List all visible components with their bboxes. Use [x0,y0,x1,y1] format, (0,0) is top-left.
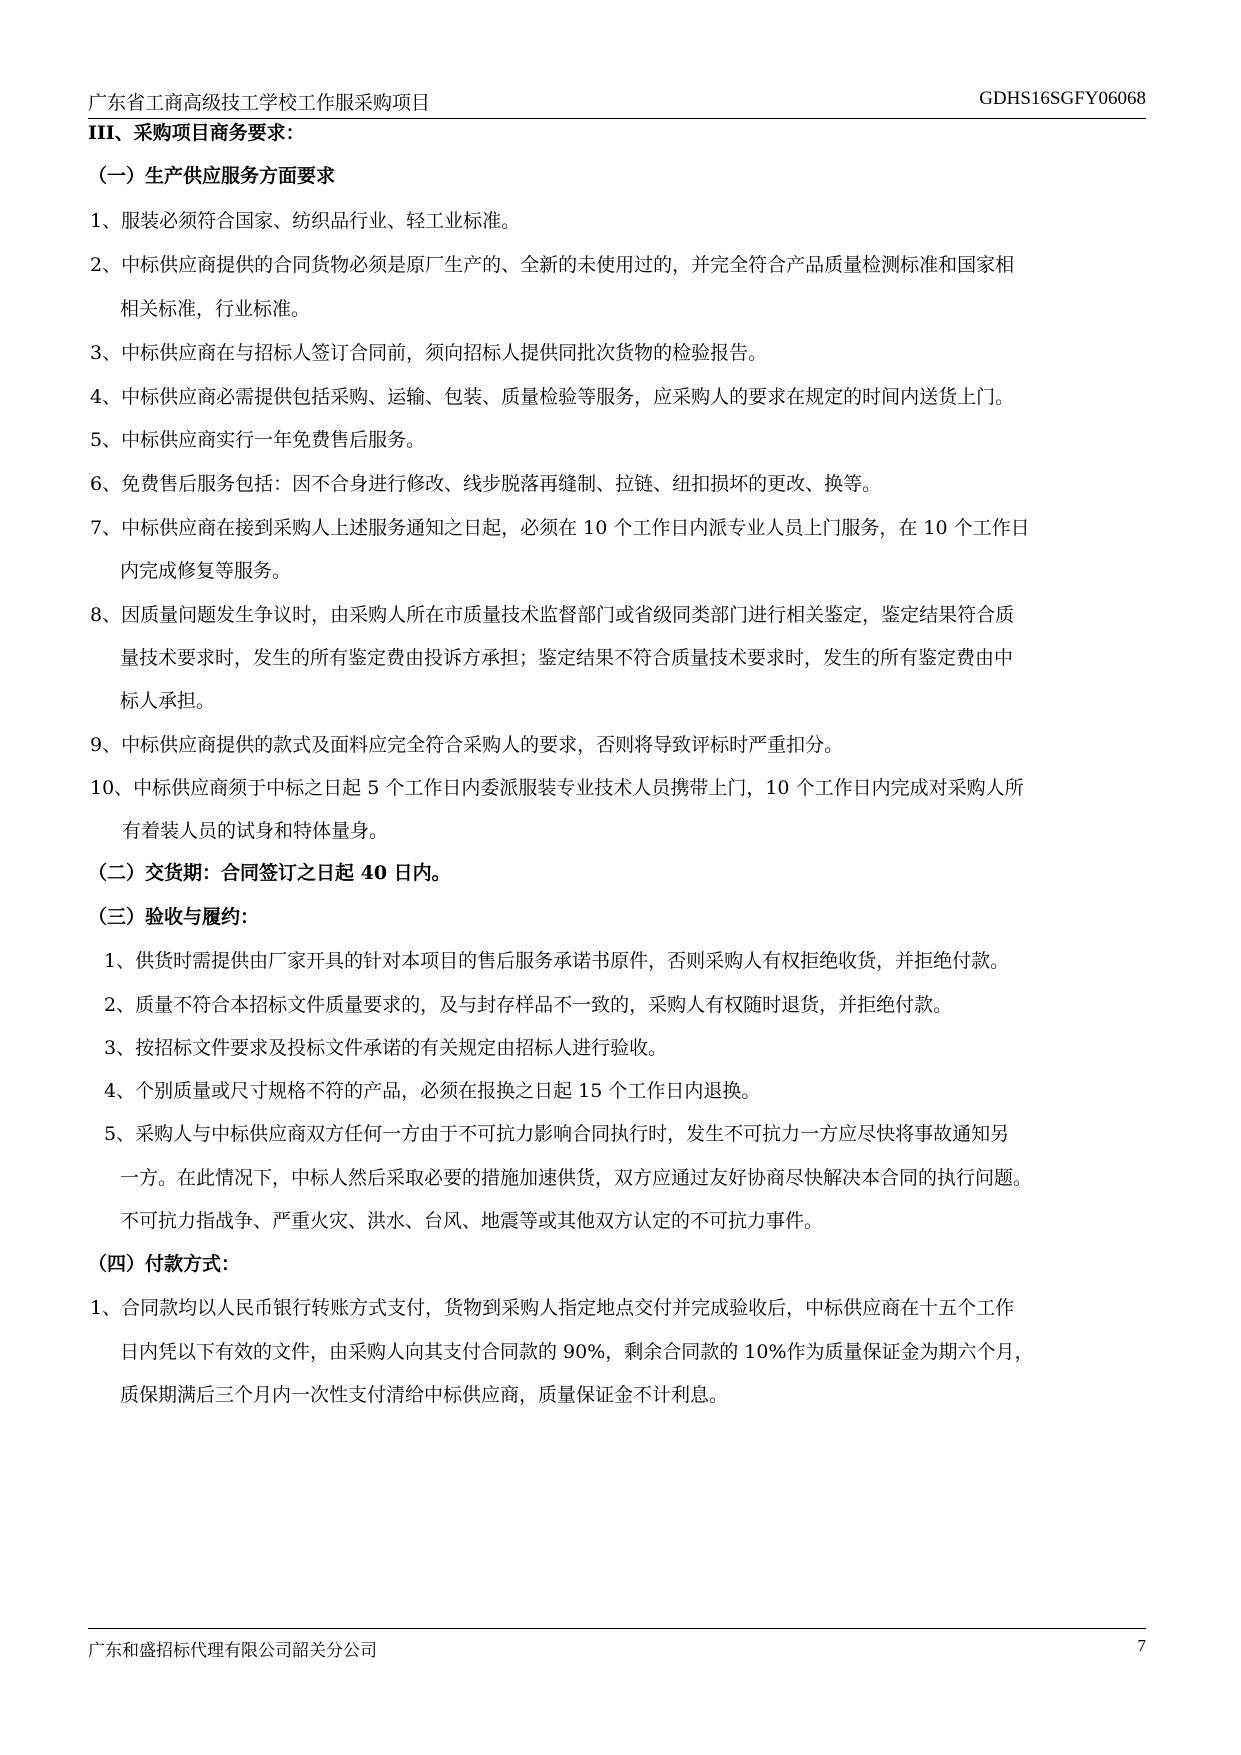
list-item: 8、因质量问题发生争议时，由采购人所在市质量技术监督部门或省级同类部门进行相关鉴定，鉴定结果符合质 [90,604,1015,626]
list-item: 9、中标供应商提供的款式及面料应完全符合采购人的要求，否则将导致评标时严重扣分。 [90,734,844,756]
subsection-heading-4: （四）付款方式： [88,1253,241,1275]
footer-company: 广东和盛招标代理有限公司韶关分公司 [88,1641,377,1661]
subsection-heading-1: （一）生产供应服务方面要求 [88,165,336,187]
list-item-continuation: 量技术要求时，发生的所有鉴定费由投诉方承担；鉴定结果不符合质量技术要求时，发生的所有鉴定费由中 [120,647,1014,669]
list-item: 6、免费售后服务包括：因不合身进行修改、线步脱落再缝制、拉链、纽扣损坏的更改、换等。 [90,473,882,495]
list-item: 2、质量不符合本招标文件质量要求的，及与封存样品不一致的，采购人有权随时退货，并拒绝付款。 [104,994,953,1016]
list-item: 1、供货时需提供由厂家开具的针对本项目的售后服务承诺书原件，否则采购人有权拒绝收货，并拒绝付款。 [104,950,1010,972]
list-item-continuation: 内完成修复等服务。 [120,560,292,582]
list-item: 4、个别质量或尺寸规格不符的产品，必须在报换之日起 15 个工作日内退换。 [104,1080,761,1102]
list-item-continuation: 日内凭以下有效的文件，由采购人向其支付合同款的 90%，剩余合同款的 10%作为质量保证金为期六个月， [120,1341,1034,1363]
list-item: 4、中标供应商必需提供包括采购、运输、包装、质量检验等服务，应采购人的要求在规定的时间内送货上门。 [90,386,1015,408]
list-item-continuation: 不可抗力指战争、严重火灾、洪水、台风、地震等或其他双方认定的不可抗力事件。 [120,1210,824,1232]
header-code: GDHS16SGFY06068 [979,88,1146,109]
list-item: 3、中标供应商在与招标人签订合同前，须向招标人提供同批次货物的检验报告。 [90,342,768,364]
list-item: 5、采购人与中标供应商双方任何一方由于不可抗力影响合同执行时，发生不可抗力一方应尽快将事故通知另 [104,1123,1010,1145]
list-item: 3、按招标文件要求及投标文件承诺的有关规定由招标人进行验收。 [104,1037,668,1059]
list-item-continuation: 质保期满后三个月内一次性支付清给中标供应商，质量保证金不计利息。 [120,1384,729,1406]
subsection-heading-2: （二）交货期：合同签订之日起 40 日内。 [88,862,451,884]
list-item: 1、服装必须符合国家、纺织品行业、轻工业标准。 [90,210,521,232]
list-item: 5、中标供应商实行一年免费售后服务。 [90,429,426,451]
section-heading: III、采购项目商务要求： [88,122,305,144]
list-item-continuation: 一方。在此情况下，中标人然后采取必要的措施加速供货，双方应通过友好协商尽快解决本合同的执行问题。 [120,1167,1033,1189]
list-item: 2、中标供应商提供的合同货物必须是原厂生产的、全新的未使用过的，并完全符合产品质量检测标准和国家相 [90,254,1015,276]
list-item: 1、合同款均以人民币银行转账方式支付，货物到采购人指定地点交付并完成验收后，中标供应商在十五个工作 [90,1297,1015,1319]
list-item-continuation: 标人承担。 [120,690,216,712]
footer-rule [88,1628,1146,1629]
header-title: 广东省工商高级技工学校工作服采购项目 [88,92,431,114]
subsection-heading-3: （三）验收与履约： [88,906,260,928]
list-item-continuation: 相关标准，行业标准。 [120,298,311,320]
page-header [88,88,1146,118]
list-item: 10、中标供应商须于中标之日起 5 个工作日内委派服装专业技术人员携带上门，10 个工作日内完成对采购人所 [90,777,1024,799]
list-item-continuation: 有着装人员的试身和特体量身。 [122,820,389,842]
page-number: 7 [1137,1636,1146,1655]
list-item: 7、中标供应商在接到采购人上述服务通知之日起，必须在 10 个工作日内派专业人员上门服务，在 10 个工作日 [90,517,1030,539]
